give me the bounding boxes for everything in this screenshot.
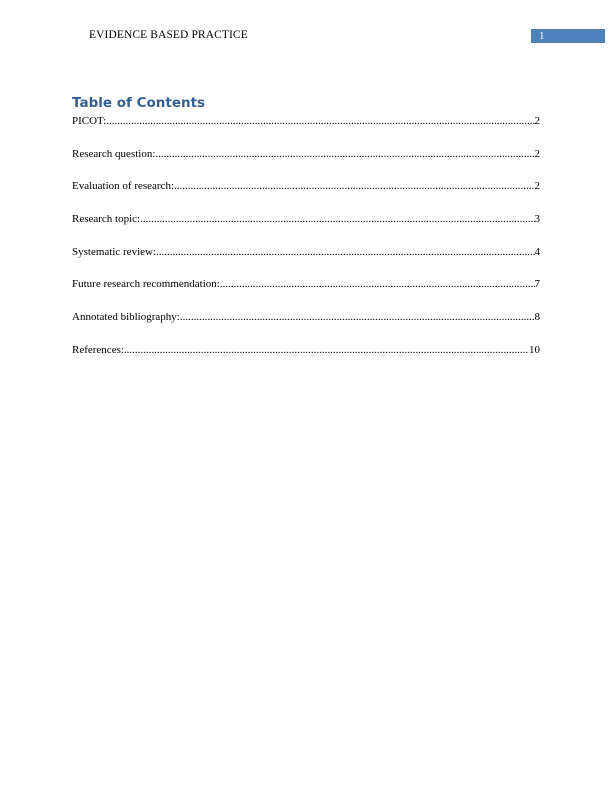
toc-entry-research-question[interactable] (72, 148, 540, 161)
page-number-badge: 1 (531, 29, 605, 43)
running-header: EVIDENCE BASED PRACTICE (89, 29, 248, 41)
toc-dot-leader (180, 311, 535, 324)
toc-entry-label: References: (72, 343, 124, 356)
toc-dot-leader (106, 115, 534, 128)
toc-dot-leader (124, 344, 529, 357)
toc-entry-systematic-review[interactable] (72, 246, 540, 259)
toc-entry-label: Systematic review: (72, 245, 157, 258)
toc-dot-leader (155, 148, 534, 161)
toc-entry-label: PICOT: (72, 115, 107, 127)
toc-entry-label: Evaluation of research: (72, 180, 175, 193)
toc-entry-label: Future research recommendation: (72, 278, 220, 291)
toc-entry-evaluation-of-research[interactable] (72, 180, 540, 193)
toc-entry-page: 3 (534, 213, 540, 226)
toc-entry-label: Research question: (72, 147, 156, 160)
toc-entry-page: 4 (534, 245, 540, 258)
toc-entry-future-research[interactable] (72, 278, 540, 291)
toc-entry-page: 8 (534, 311, 540, 324)
toc-dot-leader (140, 213, 534, 226)
toc-entry-page: 7 (534, 278, 540, 291)
toc-entry-label: Annotated bibliography: (72, 311, 180, 324)
toc-list (72, 115, 540, 377)
toc-entry-label: Research topic: (72, 213, 141, 226)
toc-dot-leader (156, 246, 534, 259)
toc-entry-page: 10 (529, 343, 540, 356)
toc-entry-annotated-bibliography[interactable] (72, 311, 540, 324)
toc-entry-page: 2 (534, 115, 540, 127)
toc-entry-references[interactable] (72, 344, 540, 357)
toc-entry-research-topic[interactable] (72, 213, 540, 226)
toc-entry-page: 2 (534, 147, 540, 160)
toc-heading: Table of Contents (72, 95, 206, 111)
toc-entry-page: 2 (534, 180, 540, 193)
toc-dot-leader (220, 278, 535, 291)
toc-entry-picot[interactable] (72, 115, 540, 128)
toc-dot-leader (174, 180, 534, 193)
